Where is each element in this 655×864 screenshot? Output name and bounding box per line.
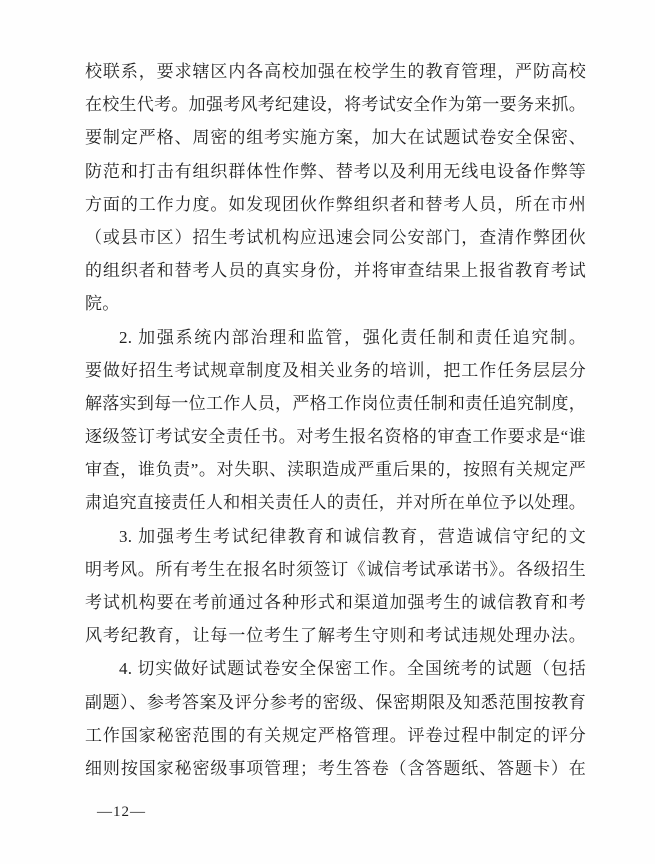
text-line: 要制定严格、周密的组考实施方案，加大在试题试卷安全保密、 (85, 128, 586, 148)
page-number: —12— (97, 804, 146, 820)
body-text (85, 55, 586, 785)
text-line: 要做好招生考试规章制度及相关业务的培训，把工作任务层层分 (85, 360, 586, 380)
text-line-numbered-item-2: 2. 加强系统内部治理和监管，强化责任制和责任追究制。 (119, 327, 586, 347)
text-line-numbered-item-3: 3. 加强考生考试纪律教育和诚信教育，营造诚信守纪的文 (119, 526, 586, 546)
text-line: 逐级签订考试安全责任书。对考生报名资格的审查工作要求是“谁 (85, 427, 586, 447)
text-line: 工作国家秘密范围的有关规定严格管理。评卷过程中制定的评分 (85, 725, 586, 745)
text-line: 细则按国家秘密级事项管理；考生答卷（含答题纸、答题卡）在 (85, 758, 586, 778)
text-line: 的组织者和替考人员的真实身份，并将审查结果上报省教育考试 (85, 261, 586, 281)
text-line-numbered-item-4: 4. 切实做好试题试卷安全保密工作。全国统考的试题（包括 (119, 659, 586, 679)
text-line: 校联系，要求辖区内各高校加强在校学生的教育管理，严防高校 (85, 62, 586, 81)
text-line: 解落实到每一位工作人员，严格工作岗位责任制和责任追究制度， (85, 393, 586, 413)
text-line: 考试机构要在考前通过各种形式和渠道加强考生的诚信教育和考 (85, 593, 586, 612)
text-line: 风考纪教育，让每一位考生了解考生守则和考试违规处理办法。 (85, 626, 586, 646)
text-line: 防范和打击有组织群体性作弊、替考以及利用无线电设备作弊等 (85, 161, 586, 181)
text-line: 审查，谁负责”。对失职、渎职造成严重后果的，按照有关规定严 (85, 460, 586, 480)
text-line: （或县市区）招生考试机构应迅速会同公安部门，查清作弊团伙 (85, 227, 586, 247)
text-line: 明考风。所有考生在报名时须签订《诚信考试承诺书》。各级招生 (85, 559, 586, 579)
text-line: 方面的工作力度。如发现团伙作弊组织者和替考人员，所在市州 (85, 194, 586, 214)
text-line: 院。 (85, 294, 120, 314)
text-line: 肃追究直接责任人和相关责任人的责任，并对所在单位予以处理。 (85, 493, 586, 513)
text-line: 副题）、参考答案及评分参考的密级、保密期限及知悉范围按教育 (85, 692, 586, 712)
text-line: 在校生代考。加强考风考纪建设，将考试安全作为第一要务来抓。 (85, 95, 586, 115)
